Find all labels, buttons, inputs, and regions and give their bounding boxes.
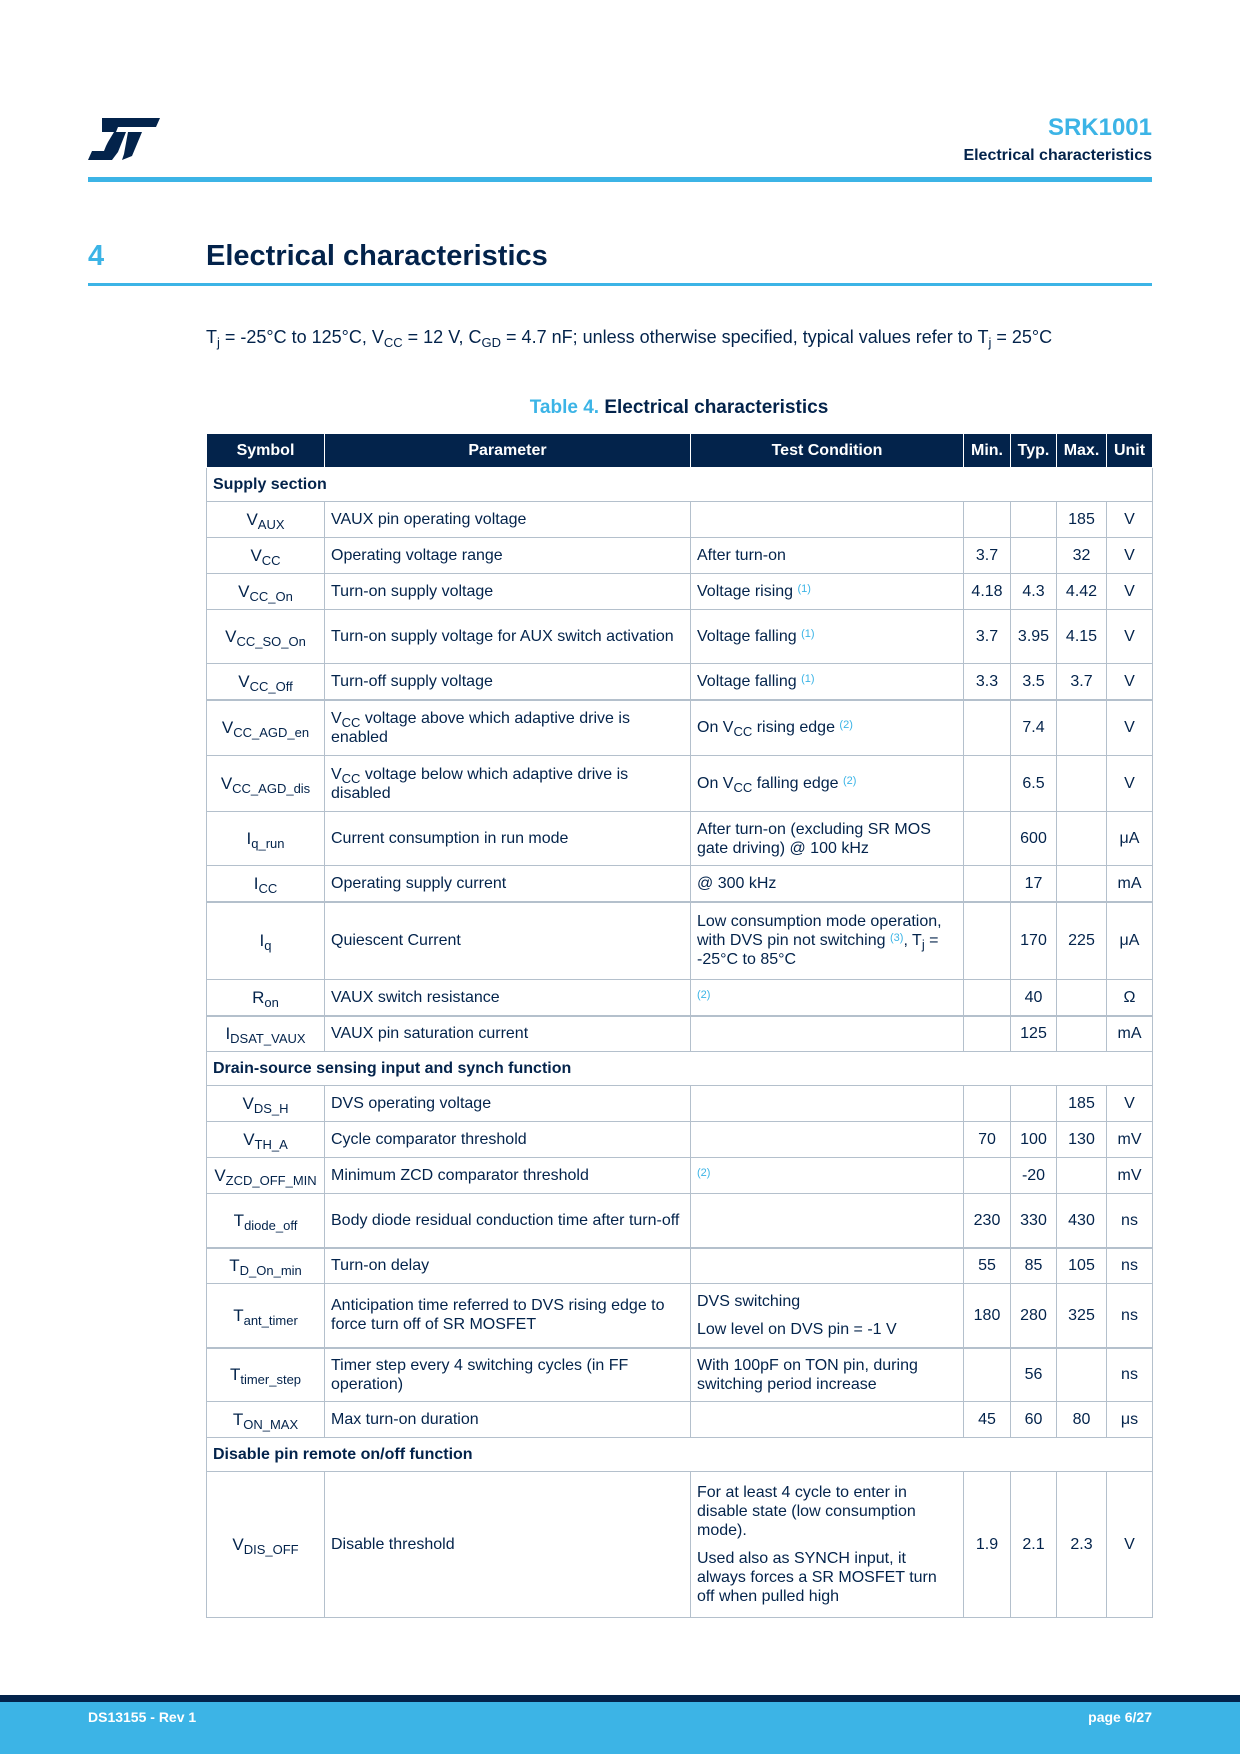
min-value-cell	[964, 812, 1011, 866]
parameter-subscript: CC	[341, 714, 361, 730]
symbol-cell	[207, 1158, 325, 1194]
symbol-cell	[207, 1016, 325, 1052]
symbol-subscript: q	[264, 938, 272, 954]
table-section-row	[207, 1438, 1153, 1472]
typ-value-cell: 60	[1011, 1402, 1057, 1438]
unit-value-cell: V	[1107, 574, 1153, 610]
condition-text: On V	[697, 719, 734, 737]
table-row	[207, 664, 1153, 700]
footer-document-id: DS13155 - Rev 1	[88, 1709, 197, 1725]
parameter-cell: Operating voltage range	[325, 538, 691, 574]
max-value-cell	[1057, 1158, 1107, 1194]
symbol-subscript: q_run	[251, 836, 285, 851]
unit-value-cell: Ω	[1107, 980, 1153, 1016]
table-row	[207, 1472, 1153, 1618]
typ-value-cell: 170	[1011, 902, 1057, 980]
parameter-text: voltage below which adaptive drive is disabled	[331, 765, 629, 802]
table-row	[207, 502, 1153, 538]
symbol-letter: T	[229, 1256, 240, 1276]
unit-value-cell: ns	[1107, 1348, 1153, 1402]
typ-value-cell: 7.4	[1011, 700, 1057, 756]
symbol-cell	[207, 980, 325, 1016]
min-value-cell: 3.7	[964, 610, 1011, 664]
test-condition-cell	[691, 1284, 964, 1348]
symbol-letter: T	[233, 1305, 244, 1325]
condition-text: Low consumption mode operation, with DVS pin not switching	[697, 913, 942, 950]
parameter-cell	[325, 700, 691, 756]
min-value-cell: 55	[964, 1248, 1011, 1284]
table-caption	[206, 397, 1152, 419]
symbol-subscript: CC_Off	[249, 678, 293, 694]
symbol-subscript: D_On_min	[239, 1263, 302, 1279]
symbol-cell	[207, 574, 325, 610]
typ-value-cell: 6.5	[1011, 756, 1057, 812]
symbol-letter: V	[221, 718, 234, 738]
condition-text-second: Used also as SYNCH input, it always forces a SR MOSFET turn off when pulled high	[697, 1550, 937, 1605]
parameter-cell: Cycle comparator threshold	[325, 1122, 691, 1158]
header-test-condition: Test Condition	[691, 434, 964, 468]
min-value-cell	[964, 866, 1011, 902]
symbol-cell	[207, 812, 325, 866]
table-row	[207, 866, 1153, 902]
symbol-letter: R	[252, 987, 265, 1007]
unit-value-cell: V	[1107, 1472, 1153, 1618]
symbol-cell	[207, 610, 325, 664]
parameter-cell: Operating supply current	[325, 866, 691, 902]
test-condition-cell	[691, 1122, 964, 1158]
unit-value-cell: μs	[1107, 1402, 1153, 1438]
test-condition-cell	[691, 1016, 964, 1052]
test-condition-cell	[691, 1348, 964, 1402]
symbol-subscript: diode_off	[244, 1217, 298, 1233]
condition-subscript: j	[921, 937, 925, 953]
symbol-subscript: CC_SO_On	[236, 634, 306, 649]
symbol-subscript: DS_H	[253, 1101, 289, 1116]
footnote-ref: (2)	[839, 719, 853, 732]
condition-subscript: CC	[733, 724, 753, 740]
header-typ: Typ.	[1011, 434, 1057, 468]
condition-text-second: Low level on DVS pin = -1 V	[697, 1320, 897, 1338]
unit-value-cell: ns	[1107, 1284, 1153, 1348]
typ-value-cell	[1011, 1086, 1057, 1122]
min-value-cell: 230	[964, 1194, 1011, 1248]
symbol-subscript: timer_step	[240, 1372, 302, 1388]
test-condition-cell	[691, 664, 964, 700]
typ-value-cell: 56	[1011, 1348, 1057, 1402]
typ-value-cell: 100	[1011, 1122, 1057, 1158]
max-value-cell: 185	[1057, 502, 1107, 538]
max-value-cell: 130	[1057, 1122, 1107, 1158]
typ-value-cell: 2.1	[1011, 1472, 1057, 1618]
symbol-letter: V	[214, 1166, 226, 1185]
table-title: Electrical characteristics	[604, 397, 829, 418]
min-value-cell: 70	[964, 1122, 1011, 1158]
footnote-ref: (2)	[697, 988, 711, 1001]
min-value-cell	[964, 700, 1011, 756]
symbol-letter: I	[246, 829, 252, 848]
symbol-letter: I	[225, 1024, 231, 1044]
typ-value-cell: 3.5	[1011, 664, 1057, 700]
test-condition-cell	[691, 866, 964, 902]
symbol-cell	[207, 1348, 325, 1402]
table-row	[207, 1122, 1153, 1158]
min-value-cell	[964, 1016, 1011, 1052]
symbol-cell	[207, 502, 325, 538]
min-value-cell	[964, 1348, 1011, 1402]
section-number: 4	[88, 240, 105, 272]
table-row	[207, 1284, 1153, 1348]
footnote-ref: (1)	[801, 628, 815, 640]
condition-text: rising edge	[752, 719, 835, 737]
test-conditions-text: $T_j = -25^\circ C$ to 125°C, $V_{CC} = 12$ V, $C_{GD} = 4.7$ nF; unless otherwise specified, typical values refer to $T_j = 25^\circ C$	[206, 327, 1053, 350]
symbol-letter: V	[242, 1094, 254, 1113]
table-row	[207, 700, 1153, 756]
max-value-cell: 32	[1057, 538, 1107, 574]
unit-value-cell: mA	[1107, 1016, 1153, 1052]
unit-value-cell: mV	[1107, 1158, 1153, 1194]
table-row	[207, 902, 1153, 980]
footer-dark-stripe	[0, 1695, 1240, 1702]
parameter-text: V	[331, 765, 342, 783]
symbol-subscript: ant_timer	[243, 1312, 298, 1328]
table-section-row	[207, 1052, 1153, 1086]
footer-page-number: page 6/27	[1088, 1709, 1152, 1725]
symbol-subscript: DSAT_VAUX	[230, 1031, 306, 1047]
symbol-subscript: ON_MAX	[243, 1417, 299, 1432]
table-row	[207, 1348, 1153, 1402]
min-value-cell	[964, 1086, 1011, 1122]
symbol-letter: V	[246, 510, 258, 529]
condition-text: For at least 4 cycle to enter in disable state (low consumption mode).	[697, 1484, 916, 1539]
section-divider	[88, 283, 1152, 286]
unit-value-cell: V	[1107, 610, 1153, 664]
test-condition-cell	[691, 610, 964, 664]
symbol-subscript: CC	[261, 553, 281, 568]
symbol-cell	[207, 756, 325, 812]
min-value-cell	[964, 502, 1011, 538]
symbol-subscript: TH_A	[254, 1137, 288, 1152]
parameter-cell: VAUX pin saturation current	[325, 1016, 691, 1052]
unit-value-cell: μA	[1107, 812, 1153, 866]
symbol-subscript: CC	[258, 880, 278, 896]
st-logo-icon	[88, 118, 160, 160]
parameter-cell: Anticipation time referred to DVS rising edge to force turn off of SR MOSFET	[325, 1284, 691, 1348]
parameter-cell: Turn-on supply voltage for AUX switch activation	[325, 610, 691, 664]
table-row	[207, 1194, 1153, 1248]
min-value-cell: 4.18	[964, 574, 1011, 610]
typ-value-cell: 600	[1011, 812, 1057, 866]
max-value-cell: 105	[1057, 1248, 1107, 1284]
symbol-letter: V	[238, 582, 250, 601]
parameter-cell: Minimum ZCD comparator threshold	[325, 1158, 691, 1194]
symbol-subscript: CC_AGD_dis	[232, 781, 311, 796]
table-section-row	[207, 468, 1153, 502]
max-value-cell: 4.42	[1057, 574, 1107, 610]
header-divider	[88, 177, 1152, 182]
section-heading: Disable pin remote on/off function	[207, 1438, 1153, 1472]
condition-text: On V	[697, 775, 734, 792]
typ-value-cell: 4.3	[1011, 574, 1057, 610]
parameter-cell: Timer step every 4 switching cycles (in FF operation)	[325, 1348, 691, 1402]
min-value-cell: 3.7	[964, 538, 1011, 574]
test-condition-cell	[691, 980, 964, 1016]
header-symbol: Symbol	[207, 434, 325, 468]
header-parameter: Parameter	[325, 434, 691, 468]
table-row	[207, 538, 1153, 574]
min-value-cell: 1.9	[964, 1472, 1011, 1618]
section-heading: Supply section	[207, 468, 1153, 502]
max-value-cell	[1057, 980, 1107, 1016]
symbol-cell	[207, 1402, 325, 1438]
section-heading: Drain-source sensing input and synch function	[207, 1052, 1153, 1086]
unit-value-cell: ns	[1107, 1248, 1153, 1284]
symbol-subscript: on	[264, 994, 279, 1010]
test-condition-cell	[691, 1158, 964, 1194]
typ-value-cell: -20	[1011, 1158, 1057, 1194]
max-value-cell: 325	[1057, 1284, 1107, 1348]
condition-text: Voltage rising	[697, 583, 794, 600]
min-value-cell: 45	[964, 1402, 1011, 1438]
max-value-cell: 2.3	[1057, 1472, 1107, 1618]
symbol-letter: I	[253, 873, 259, 893]
min-value-cell	[964, 1158, 1011, 1194]
symbol-cell	[207, 1086, 325, 1122]
min-value-cell	[964, 980, 1011, 1016]
parameter-cell: Quiescent Current	[325, 902, 691, 980]
test-condition-cell	[691, 502, 964, 538]
symbol-letter: I	[259, 931, 265, 951]
table-row	[207, 610, 1153, 664]
parameter-cell: Body diode residual conduction time after turn-off	[325, 1194, 691, 1248]
typ-value-cell: 85	[1011, 1248, 1057, 1284]
parameter-cell: Turn-on delay	[325, 1248, 691, 1284]
condition-text: = -25°C to 85°C	[697, 932, 939, 969]
table-row	[207, 812, 1153, 866]
max-value-cell	[1057, 756, 1107, 812]
condition-text: Voltage falling	[697, 672, 797, 690]
typ-value-cell: 17	[1011, 866, 1057, 902]
max-value-cell	[1057, 1348, 1107, 1402]
symbol-cell	[207, 1248, 325, 1284]
symbol-letter: V	[220, 774, 233, 793]
header-min: Min.	[964, 434, 1011, 468]
parameter-cell: Current consumption in run mode	[325, 812, 691, 866]
max-value-cell	[1057, 700, 1107, 756]
condition-text: Voltage falling	[697, 628, 797, 645]
symbol-subscript: CC_AGD_en	[233, 725, 310, 741]
symbol-cell	[207, 700, 325, 756]
condition-text: After turn-on (excluding SR MOS gate driving) @ 100 kHz	[697, 820, 931, 857]
symbol-letter: T	[229, 1365, 241, 1385]
condition-subscript: CC	[733, 780, 753, 795]
parameter-cell: Turn-on supply voltage	[325, 574, 691, 610]
typ-value-cell: 125	[1011, 1016, 1057, 1052]
header-unit: Unit	[1107, 434, 1153, 468]
symbol-cell	[207, 1472, 325, 1618]
condition-text: With 100pF on TON pin, during switching period increase	[697, 1356, 918, 1393]
symbol-letter: T	[232, 1410, 244, 1429]
test-condition-cell	[691, 1248, 964, 1284]
min-value-cell	[964, 756, 1011, 812]
unit-value-cell: V	[1107, 700, 1153, 756]
parameter-cell: DVS operating voltage	[325, 1086, 691, 1122]
table-row	[207, 1402, 1153, 1438]
symbol-cell	[207, 1122, 325, 1158]
parameter-cell: Disable threshold	[325, 1472, 691, 1618]
max-value-cell: 4.15	[1057, 610, 1107, 664]
unit-value-cell: mA	[1107, 866, 1153, 902]
condition-text: After turn-on	[697, 547, 786, 564]
unit-value-cell: ns	[1107, 1194, 1153, 1248]
symbol-letter: V	[232, 1535, 244, 1554]
typ-value-cell: 3.95	[1011, 610, 1057, 664]
footnote-ref: (2)	[697, 1167, 711, 1179]
unit-value-cell: V	[1107, 756, 1153, 812]
symbol-letter: V	[225, 627, 237, 646]
symbol-cell	[207, 902, 325, 980]
max-value-cell: 225	[1057, 902, 1107, 980]
parameter-cell: VAUX switch resistance	[325, 980, 691, 1016]
symbol-letter: V	[243, 1130, 255, 1149]
test-condition-cell	[691, 756, 964, 812]
max-value-cell: 80	[1057, 1402, 1107, 1438]
unit-value-cell: V	[1107, 538, 1153, 574]
table-row	[207, 756, 1153, 812]
typ-value-cell: 40	[1011, 980, 1057, 1016]
document-title: SRK1001	[1047, 114, 1152, 141]
table-row	[207, 1158, 1153, 1194]
footnote-ref: (1)	[797, 583, 811, 595]
parameter-cell: Turn-off supply voltage	[325, 664, 691, 700]
test-condition-cell	[691, 700, 964, 756]
symbol-subscript: ZCD_OFF_MIN	[225, 1173, 317, 1188]
condition-text: , T	[903, 932, 922, 950]
condition-text: @ 300 kHz	[697, 874, 777, 892]
table-row	[207, 1016, 1153, 1052]
typ-value-cell: 280	[1011, 1284, 1057, 1348]
header-max: Max.	[1057, 434, 1107, 468]
max-value-cell	[1057, 866, 1107, 902]
parameter-text: V	[331, 709, 342, 727]
unit-value-cell: V	[1107, 502, 1153, 538]
parameter-subscript: CC	[341, 770, 361, 786]
test-condition-cell	[691, 538, 964, 574]
max-value-cell: 3.7	[1057, 664, 1107, 700]
symbol-letter: V	[238, 671, 250, 691]
footnote-ref: (2)	[843, 775, 857, 787]
max-value-cell	[1057, 812, 1107, 866]
symbol-cell	[207, 1194, 325, 1248]
unit-value-cell: mV	[1107, 1122, 1153, 1158]
test-condition-cell	[691, 812, 964, 866]
test-condition-cell	[691, 1086, 964, 1122]
condition-text: DVS switching	[697, 1292, 801, 1310]
unit-value-cell: μA	[1107, 902, 1153, 980]
table-label: Table 4.	[529, 397, 600, 418]
test-condition-cell	[691, 574, 964, 610]
symbol-cell	[207, 538, 325, 574]
test-condition-cell	[691, 1472, 964, 1618]
parameter-cell	[325, 756, 691, 812]
table-row	[207, 1086, 1153, 1122]
symbol-letter: V	[250, 546, 262, 565]
unit-value-cell: V	[1107, 1086, 1153, 1122]
test-condition-cell	[691, 1402, 964, 1438]
symbol-letter: T	[233, 1210, 245, 1230]
symbol-cell	[207, 1284, 325, 1348]
table-row	[207, 574, 1153, 610]
table-row	[207, 980, 1153, 1016]
symbol-cell	[207, 664, 325, 700]
min-value-cell: 180	[964, 1284, 1011, 1348]
min-value-cell	[964, 902, 1011, 980]
symbol-subscript: AUX	[257, 517, 285, 532]
max-value-cell: 185	[1057, 1086, 1107, 1122]
symbol-subscript: DIS_OFF	[243, 1542, 299, 1557]
section-title: Electrical characteristics	[206, 240, 548, 272]
symbol-subscript: CC_On	[249, 589, 293, 604]
condition-text: falling edge	[752, 775, 839, 792]
typ-value-cell	[1011, 502, 1057, 538]
test-condition-cell	[691, 1194, 964, 1248]
max-value-cell	[1057, 1016, 1107, 1052]
unit-value-cell: V	[1107, 664, 1153, 700]
parameter-text: voltage above which adaptive drive is enabled	[331, 709, 630, 746]
min-value-cell: 3.3	[964, 664, 1011, 700]
max-value-cell: 430	[1057, 1194, 1107, 1248]
parameter-cell: VAUX pin operating voltage	[325, 502, 691, 538]
header-section-name: Electrical characteristics	[963, 147, 1152, 164]
footnote-ref: (3)	[889, 932, 904, 945]
table-header-row	[207, 434, 1153, 468]
parameter-cell: Max turn-on duration	[325, 1402, 691, 1438]
symbol-cell	[207, 866, 325, 902]
test-condition-cell	[691, 902, 964, 980]
typ-value-cell: 330	[1011, 1194, 1057, 1248]
electrical-characteristics-table	[206, 433, 1153, 1618]
footnote-ref: (1)	[801, 672, 815, 685]
table-row	[207, 1248, 1153, 1284]
typ-value-cell	[1011, 538, 1057, 574]
